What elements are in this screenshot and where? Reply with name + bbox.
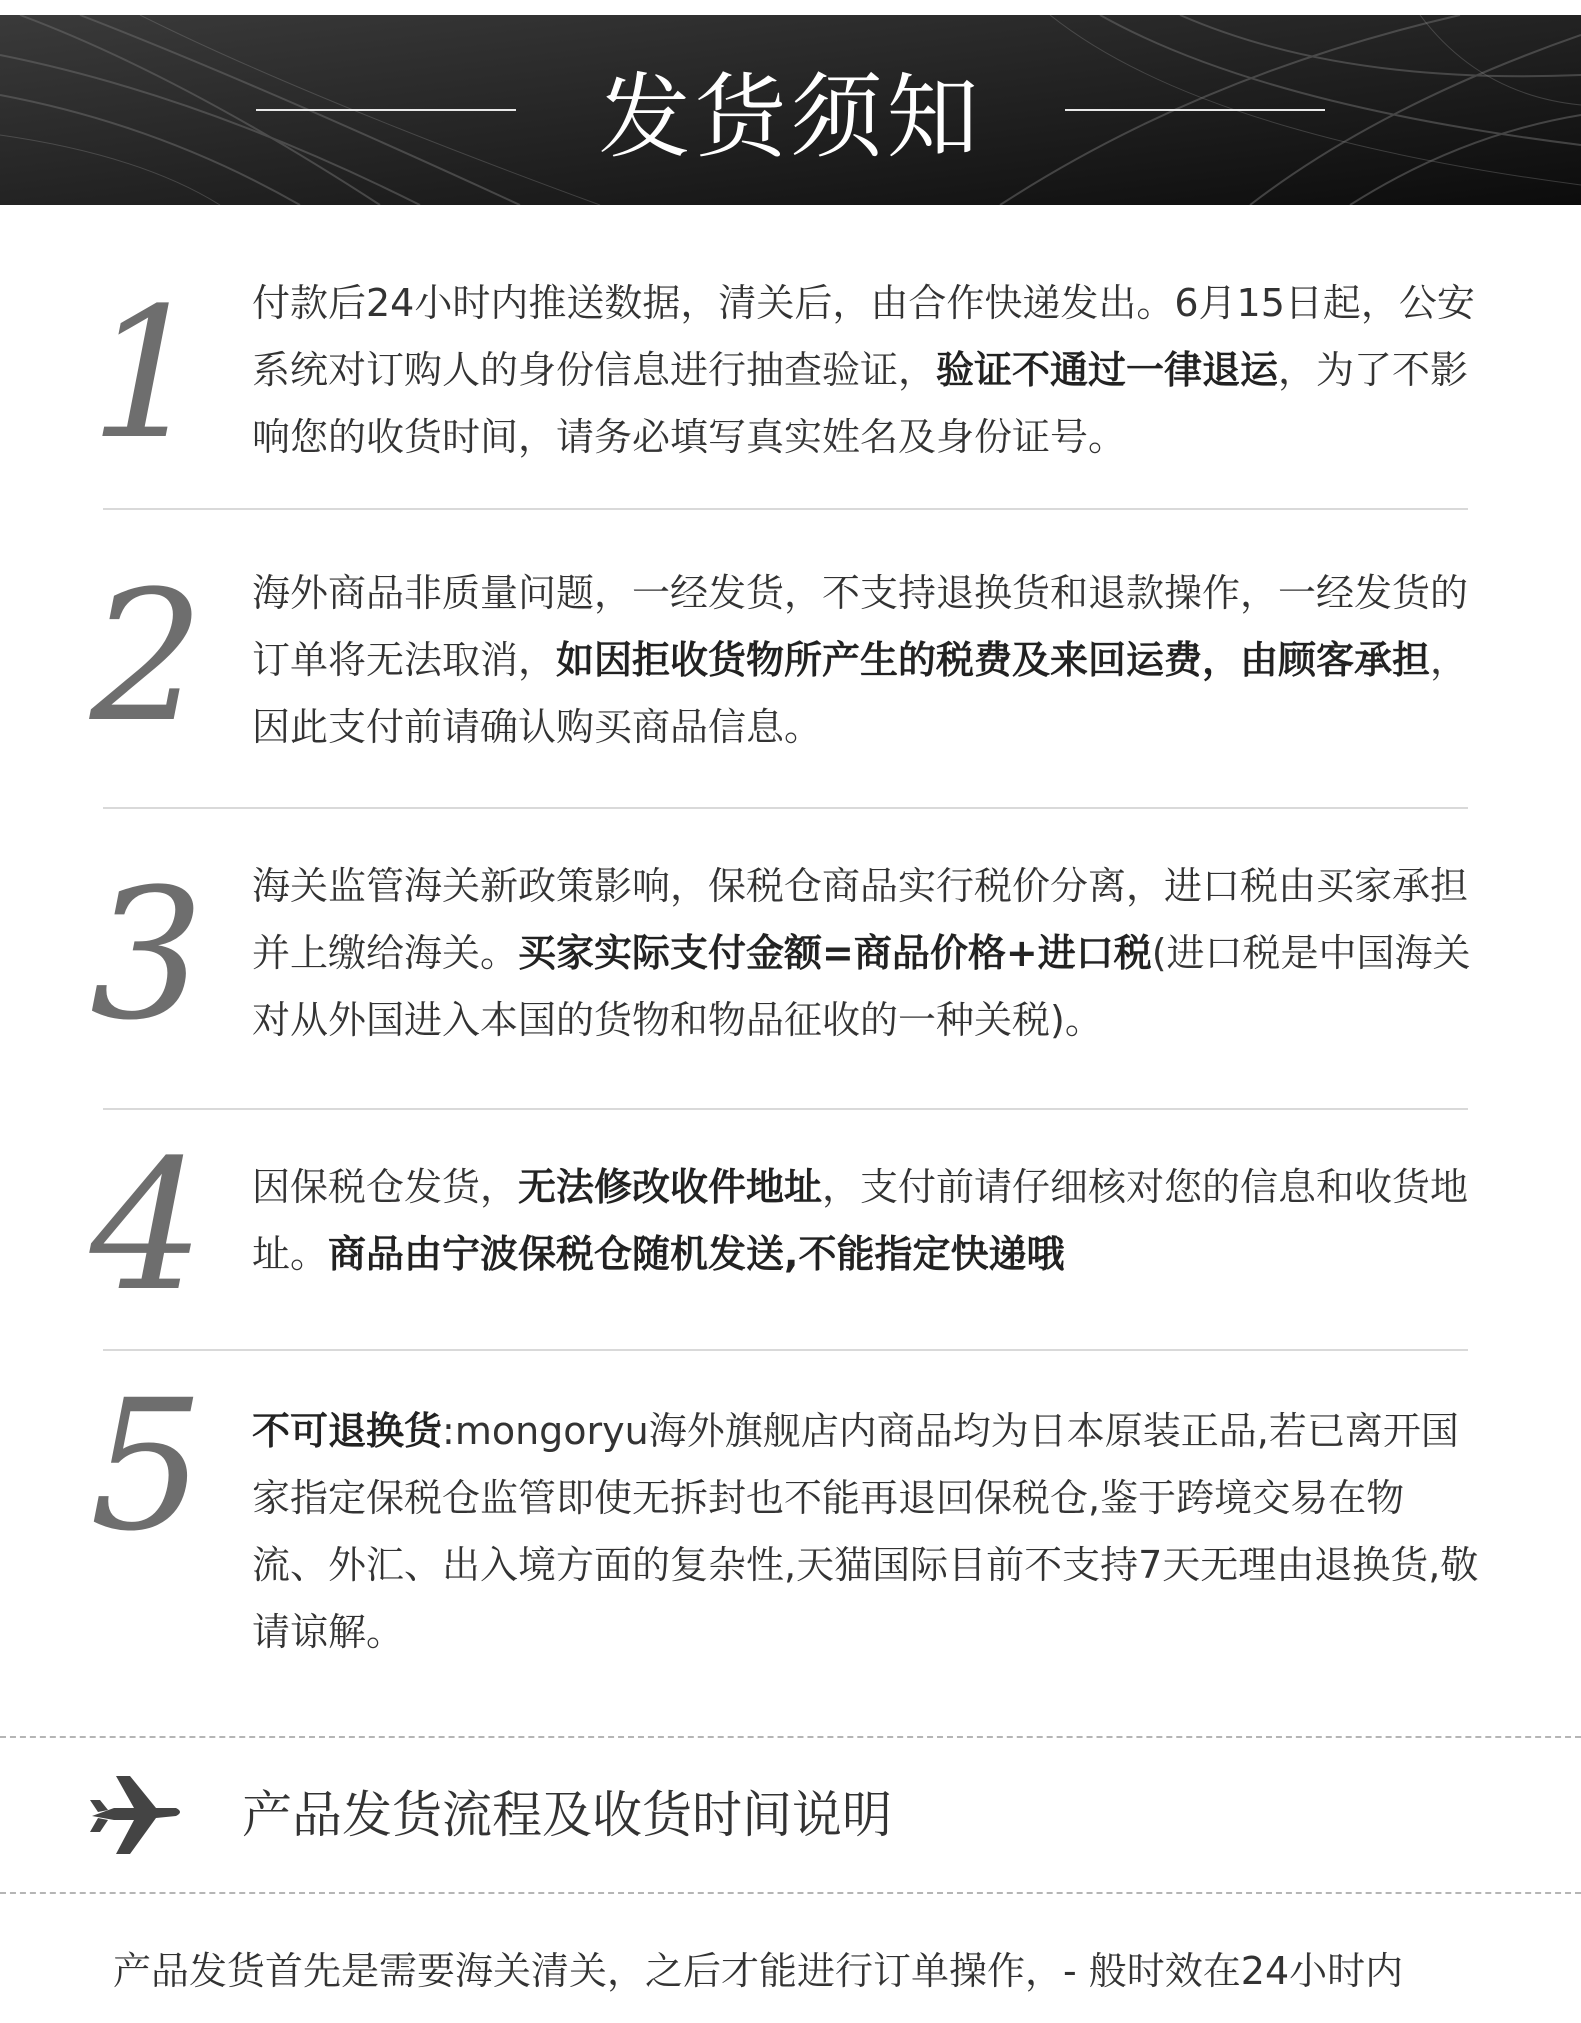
notice-divider: [103, 1349, 1468, 1351]
notice-emphasis: 买家实际支付金额=商品价格+进口税: [518, 931, 1152, 975]
notice-segment: :mongoryu海外旗舰店内商品均为日本原装正品,若已离开国家指定保税仓监管即使无拆封也不能再退回保税仓,鉴于跨境交易在物流、外汇、出入境方面的复杂性,天猫国际目前不支持7天无理由退换货,敬请谅解。: [252, 1409, 1479, 1654]
notice-emphasis: 验证不通过一律退运: [936, 348, 1279, 392]
page-title: 发货须知: [598, 64, 983, 171]
notice-segment: 因保税仓发货，: [252, 1165, 519, 1209]
notice-text: [252, 1398, 1480, 1666]
notice-emphasis: 如因拒收货物所产生的税费及来回运费，由顾客承担: [556, 638, 1431, 682]
notice-segment: ，因此支付前请确认购买商品信息。: [252, 638, 1469, 749]
title-left-rule: [256, 109, 516, 111]
notice-segment: ，支付前请仔细核对您的信息和收货地址。: [252, 1165, 1469, 1276]
notice-emphasis: 无法修改收件地址: [518, 1165, 823, 1209]
shipping-intro-text: 产品发货首先是需要海关清关，之后才能进行订单操作，- 般时效在24小时内: [113, 1949, 1404, 1993]
section-top-dotted-rule: [0, 1736, 1581, 1738]
notice-segment: 海关监管海关新政策影响，保税仓商品实行税价分离，进口税由买家承担并上缴给海关。: [252, 864, 1469, 975]
notice-text: [252, 270, 1480, 471]
notice-segment: (进口税是中国海关对从外国进入本国的货物和物品征收的一种关税)。: [252, 931, 1471, 1042]
notice-segment: 海外商品非质量问题，一经发货，不支持退换货和退款操作，一经发货的订单将无法取消，: [252, 571, 1469, 682]
airplane-icon: [86, 1770, 186, 1860]
banner-title-row: [0, 15, 1581, 205]
title-right-rule: [1065, 109, 1325, 111]
notice-text: [252, 853, 1480, 1054]
notice-number: 5: [89, 1362, 205, 1571]
shipping-section-title: 产品发货流程及收货时间说明: [242, 1786, 892, 1844]
section-bottom-dotted-rule: [0, 1892, 1581, 1894]
notice-divider: [103, 807, 1468, 809]
notice-text: [252, 560, 1480, 761]
notice-number: 3: [89, 851, 205, 1060]
notice-divider: [103, 1108, 1468, 1110]
notice-text: [252, 1154, 1480, 1288]
notice-emphasis: 不可退换货: [252, 1409, 443, 1453]
notice-divider: [103, 508, 1468, 510]
notice-segment: ，为了不影响您的收货时间，请务必填写真实姓名及身份证号。: [252, 348, 1469, 459]
notice-number: 2: [89, 553, 205, 762]
notice-number: 4: [89, 1122, 205, 1331]
notice-emphasis: 商品由宁波保税仓随机发送,不能指定快递哦: [328, 1232, 1065, 1276]
header-banner: [0, 15, 1581, 205]
notice-number: 1: [89, 270, 205, 479]
notice-segment: 付款后24小时内推送数据，清关后，由合作快递发出。6月15日起，公安系统对订购人的身份信息进行抽查验证，: [252, 281, 1475, 392]
